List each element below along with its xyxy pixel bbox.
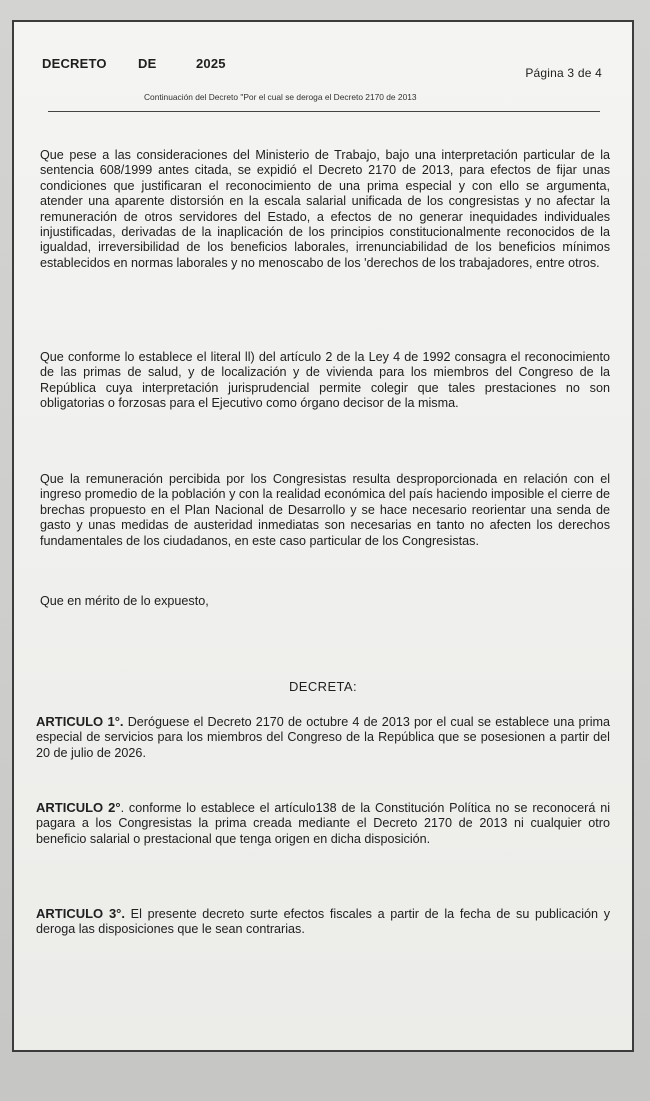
article-3 (36, 906, 610, 938)
article-1-label: ARTICULO 1°. (36, 714, 124, 729)
decreta-heading: DECRETA: (289, 679, 357, 694)
header-year: 2025 (196, 56, 226, 71)
article-3-text: El presente decreto surte efectos fiscales a partir de la fecha de su publicación y deroga las disposiciones que le sean contrarias. (36, 907, 610, 937)
article-2-label: ARTICULO 2° (36, 800, 121, 815)
considerando-paragraph-4: Que en mérito de lo expuesto, (40, 594, 209, 608)
header-decreto-label: DECRETO (42, 56, 107, 71)
document-page (12, 20, 634, 1052)
considerando-paragraph-1: Que pese a las consideraciones del Ministerio de Trabajo, bajo una interpretación particular de la sentencia 608/1999 antes citada, se expidió el Decreto 2170 de 2013, para efectos de fijar unas condiciones que justificaran el reconocimiento de una prima especial y con ello se argumenta, atender una aparente distorsión en la escala salarial unificada de los congresistas y no afectar la remuneración de otros servidores del Estado, a efectos de no generar inequidades individuales injustificadas, derivadas de la inaplicación de los principios constitucionalmente reconocidos de la igualdad, irreversibilidad de los beneficios laborales, irrenunciabilidad de los beneficios mínimos establecidos en normas laborales y no menoscabo de los 'derechos de los trabajadores, entre otros. (40, 148, 610, 270)
header-de-label: DE (138, 56, 157, 71)
article-3-label: ARTICULO 3°. (36, 906, 125, 921)
considerando-paragraph-2: Que conforme lo establece el literal ll) del artículo 2 de la Ley 4 de 1992 consagra el reconocimiento de las primas de salud, y de localización y de vivienda para los miembros del Congreso de la República cuya interpretación jurisprudencial permite colegir que tales prestaciones no son obligatorias o forzosas para el Ejecutivo como órgano decisor de la misma. (40, 350, 610, 411)
article-1-text: Deróguese el Decreto 2170 de octubre 4 de 2013 por el cual se establece una prima especial de servicios para los miembros del Congreso de la República que se posesionen a partir del 20 de julio de 2026. (36, 715, 611, 760)
article-1 (36, 714, 610, 761)
page-number: Página 3 de 4 (525, 66, 602, 80)
article-2-text: . conforme lo establece el artículo138 de la Constitución Política no se reconocerá ni pagara a los Congresistas la prima creada mediante el Decreto 2170 de 2013 ni cualquier otro beneficio salarial o prestacional que tenga origen en dicha disposición. (36, 801, 610, 846)
article-2 (36, 800, 610, 847)
continuation-subtitle: Continuación del Decreto "Por el cual se deroga el Decreto 2170 de 2013 (144, 92, 417, 102)
header-divider (48, 111, 600, 112)
considerando-paragraph-3: Que la remuneración percibida por los Congresistas resulta desproporcionada en relación con el ingreso promedio de la población y con la realidad económica del país haciendo imposible el cierre de brechas propuesto en el Plan Nacional de Desarrollo y se hace necesario reorientar una senda de gasto y unas medidas de austeridad inmediatas son necesarias en tanto no afecten los derechos fundamentales de los ciudadanos, en este caso particular de los Congresistas. (40, 472, 610, 548)
